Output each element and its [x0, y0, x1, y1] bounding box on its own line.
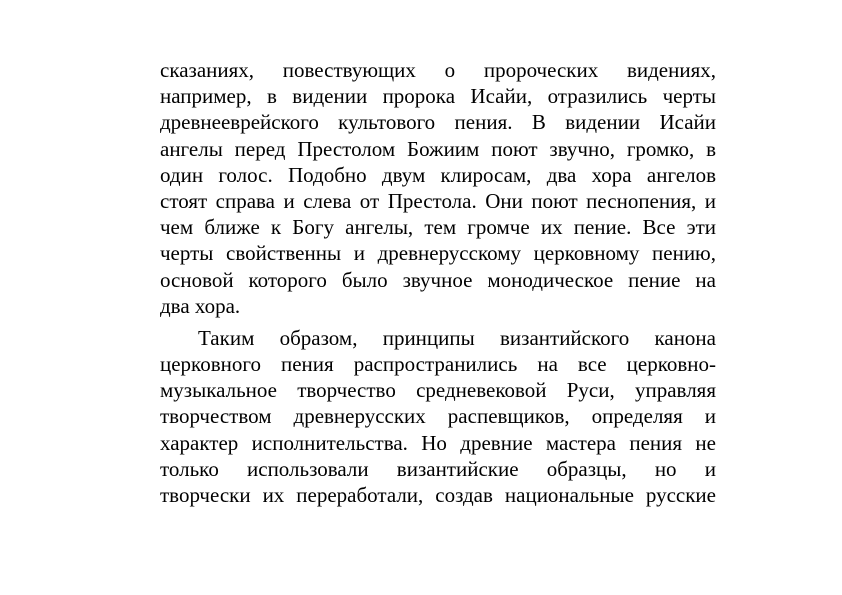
text-line: стоят справа и слева от Престола. Они поют песнопения, и	[160, 188, 716, 213]
text-line: один голос. Подобно двум клиросам, два хора ангелов	[160, 162, 716, 187]
text-line: два хора.	[160, 293, 241, 318]
text-line: только использовали византийские образцы, но и	[160, 456, 716, 481]
paragraph-1	[160, 57, 716, 319]
paragraph-2	[160, 325, 716, 508]
text-column	[160, 57, 716, 508]
text-line: музыкальное творчество средневековой Руси, управляя	[160, 378, 716, 403]
text-line: творчеством древнерусских распевщиков, определяя и	[160, 404, 716, 429]
text-line: например, в видении пророка Исайи, отразились черты	[160, 84, 716, 109]
text-line: основой которого было звучное монодическое пение на	[160, 267, 716, 292]
text-line: характер исполнительства. Но древние мастера пения не	[160, 430, 716, 455]
text-line: сказаниях, повествующих о пророческих видениях,	[160, 58, 716, 82]
text-line: древнееврейского культового пения. В видении Исайи	[160, 110, 716, 135]
text-line: Таким образом, принципы византийского канона	[198, 325, 716, 350]
text-line: творчески их переработали, создав национальные русские	[160, 483, 716, 507]
text-line: ангелы перед Престолом Божиим поют звучно, громко, в	[160, 136, 716, 161]
text-line: церковного пения распространились на все церковно-	[160, 352, 716, 377]
text-line: чем ближе к Богу ангелы, тем громче их пение. Все эти	[160, 215, 716, 240]
text-line: черты свойственны и древнерусскому церковному пению,	[160, 241, 716, 266]
